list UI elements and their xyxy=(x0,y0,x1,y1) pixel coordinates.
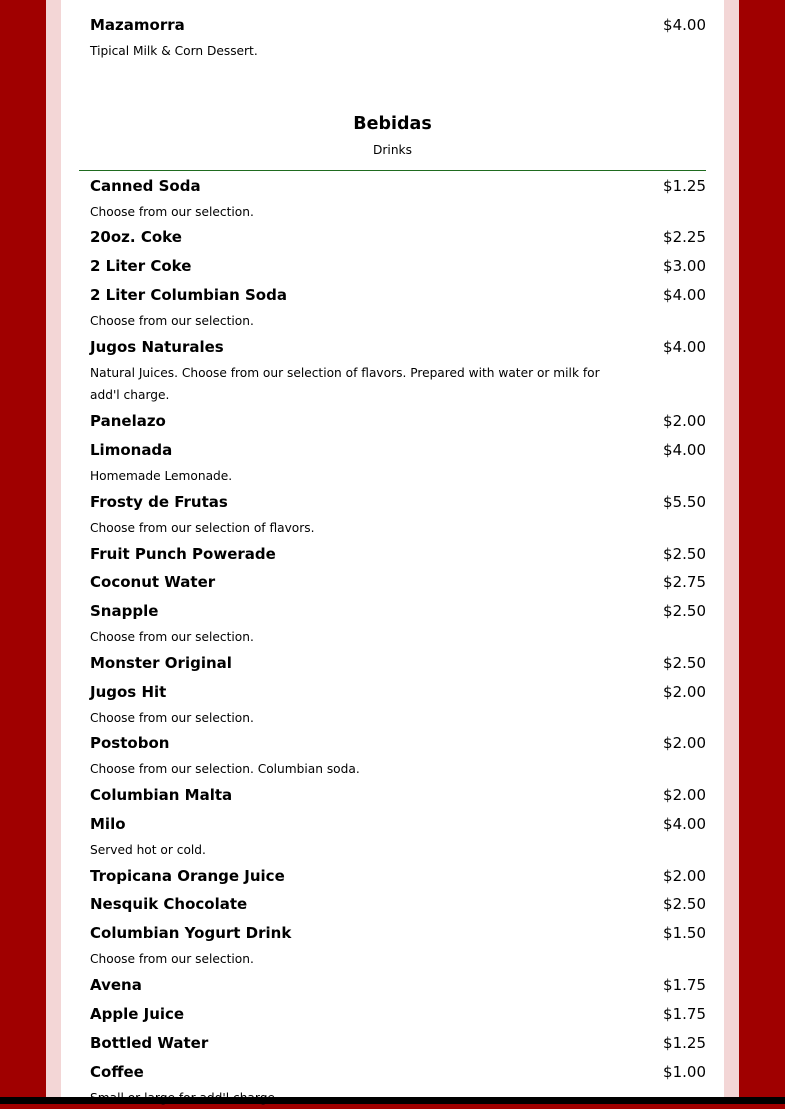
item-price: $2.00 xyxy=(663,867,706,885)
section-divider xyxy=(79,170,706,171)
item-name: Jugos Naturales xyxy=(90,338,224,356)
item-name: Apple Juice xyxy=(90,1005,185,1023)
item-description: Natural Juices. Choose from our selection of flavors. Prepared with water or milk for add'l charge. xyxy=(90,366,600,402)
item-price: $4.00 xyxy=(663,16,706,34)
item-price: $1.75 xyxy=(663,976,706,994)
item-description: Tipical Milk & Corn Dessert. xyxy=(90,44,258,58)
item-description: Homemade Lemonade. xyxy=(90,469,233,483)
item-price: $2.75 xyxy=(663,573,706,591)
item-name: Columbian Malta xyxy=(90,786,233,804)
item-price: $1.50 xyxy=(663,924,706,942)
item-name: Coconut Water xyxy=(90,573,216,591)
item-price: $4.00 xyxy=(663,815,706,833)
item-price: $1.75 xyxy=(663,1005,706,1023)
item-name: 2 Liter Columbian Soda xyxy=(90,286,287,304)
item-price: $2.00 xyxy=(663,734,706,752)
item-name: Jugos Hit xyxy=(90,683,167,701)
item-price: $2.50 xyxy=(663,545,706,563)
item-price: $3.00 xyxy=(663,257,706,275)
item-price: $1.25 xyxy=(663,177,706,195)
item-price: $1.25 xyxy=(663,1034,706,1052)
item-description: Choose from our selection. xyxy=(90,205,254,219)
item-description: Choose from our selection. xyxy=(90,630,254,644)
item-name: Bottled Water xyxy=(90,1034,209,1052)
item-name: 20oz. Coke xyxy=(90,228,182,246)
item-price: $4.00 xyxy=(663,441,706,459)
item-name: Monster Original xyxy=(90,654,232,672)
item-description: Choose from our selection. xyxy=(90,314,254,328)
item-description: Served hot or cold. xyxy=(90,843,206,857)
item-price: $2.50 xyxy=(663,602,706,620)
item-name: Columbian Yogurt Drink xyxy=(90,924,292,942)
section-title: Bebidas xyxy=(353,114,432,134)
item-price: $4.00 xyxy=(663,338,706,356)
item-price: $1.00 xyxy=(663,1063,706,1081)
item-name: Canned Soda xyxy=(90,177,201,195)
item-name: Coffee xyxy=(90,1063,144,1081)
item-price: $2.00 xyxy=(663,786,706,804)
item-description: Choose from our selection of flavors. xyxy=(90,521,315,535)
item-price: $2.25 xyxy=(663,228,706,246)
item-name: Frosty de Frutas xyxy=(90,493,228,511)
item-name: Postobon xyxy=(90,734,170,752)
item-price: $2.00 xyxy=(663,412,706,430)
item-name: Snapple xyxy=(90,602,159,620)
item-name: Avena xyxy=(90,976,142,994)
item-price: $4.00 xyxy=(663,286,706,304)
item-price: $2.00 xyxy=(663,683,706,701)
item-name: Mazamorra xyxy=(90,16,185,34)
item-name: Limonada xyxy=(90,441,173,459)
item-description: Choose from our selection. xyxy=(90,711,254,725)
item-name: Milo xyxy=(90,815,126,833)
item-name: 2 Liter Coke xyxy=(90,257,192,275)
item-name: Fruit Punch Powerade xyxy=(90,545,276,563)
item-name: Nesquik Chocolate xyxy=(90,895,248,913)
item-price: $2.50 xyxy=(663,895,706,913)
item-name: Panelazo xyxy=(90,412,166,430)
item-price: $2.50 xyxy=(663,654,706,672)
item-description: Choose from our selection. xyxy=(90,952,254,966)
item-price: $5.50 xyxy=(663,493,706,511)
bottom-bar xyxy=(0,1097,785,1104)
section-subtitle: Drinks xyxy=(373,143,412,157)
item-name: Tropicana Orange Juice xyxy=(90,867,285,885)
item-description: Choose from our selection. Columbian soda. xyxy=(90,762,360,776)
menu-panel xyxy=(61,0,724,1097)
